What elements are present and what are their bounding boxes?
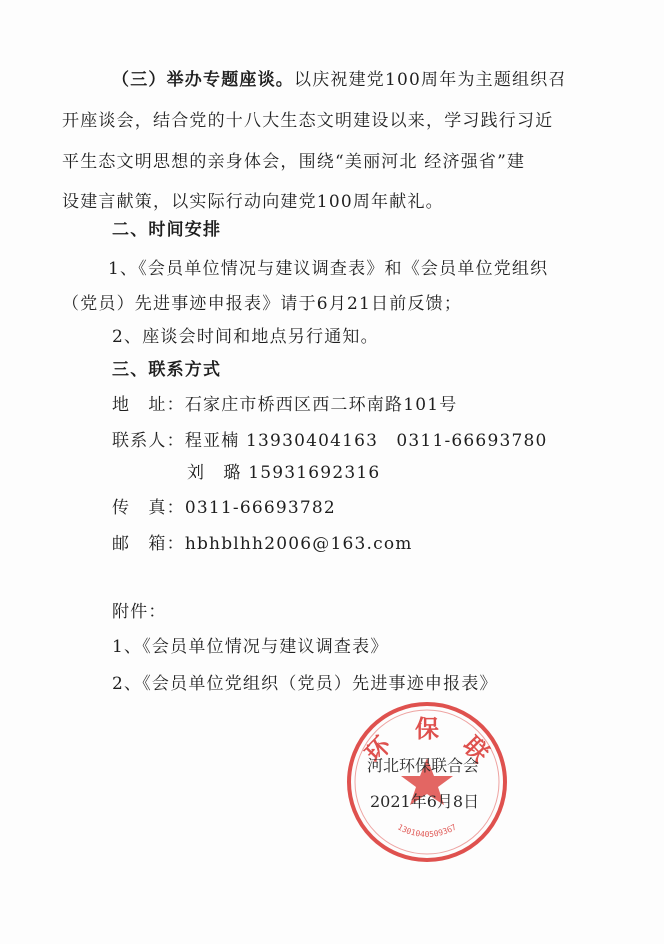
section-three-line2: 开座谈会，结合党的十八大生态文明建设以来，学习践行习近 bbox=[62, 111, 554, 131]
attachment-item2: 2、《会员单位党组织（党员）先进事迹申报表》 bbox=[112, 674, 498, 694]
seal-serial: 1301040509367 bbox=[396, 822, 458, 839]
address-label: 地 址： bbox=[112, 395, 185, 415]
address-value: 石家庄市桥西区西二环南路101号 bbox=[184, 395, 458, 415]
person-label: 联系人： bbox=[112, 431, 185, 451]
attachment-item1: 1、《会员单位情况与建议调查表》 bbox=[112, 637, 389, 657]
section-three-line1 bbox=[112, 69, 567, 91]
email-label: 邮 箱： bbox=[112, 534, 185, 554]
schedule-item1-line1: 1、《会员单位情况与建议调查表》和《会员单位党组织 bbox=[108, 259, 549, 279]
person2-value: 刘 璐 15931692316 bbox=[187, 463, 381, 483]
section-three-line1-rest: 以庆祝建党100周年为主题组织召 bbox=[294, 70, 567, 90]
contact-heading: 三、联系方式 bbox=[112, 360, 222, 380]
contact-address-row bbox=[112, 394, 457, 416]
section-three-line4: 设建言献策，以实际行动向建党100周年献礼。 bbox=[62, 192, 444, 212]
email-value: hbhblhh2006@163.com bbox=[184, 534, 413, 554]
person1-value: 程亚楠 13930404163 0311-66693780 bbox=[184, 431, 548, 451]
schedule-item1-line2: （党员）先进事迹申报表》请于6月21日前反馈； bbox=[62, 294, 463, 314]
attachments-heading: 附件： bbox=[112, 602, 167, 622]
schedule-heading: 二、时间安排 bbox=[112, 220, 222, 240]
section-three-lead: （三）举办专题座谈。 bbox=[112, 70, 294, 90]
official-seal-stamp bbox=[338, 690, 516, 868]
contact-email-row bbox=[112, 533, 413, 555]
fax-label: 传 真： bbox=[112, 498, 185, 518]
contact-person-row bbox=[112, 430, 548, 452]
contact-fax-row bbox=[112, 497, 336, 519]
signature-org: 河北环保联合会 bbox=[367, 756, 480, 775]
schedule-item2: 2、座谈会时间和地点另行通知。 bbox=[112, 327, 379, 347]
section-three-line3: 平生态文明思想的亲身体会，围绕“美丽河北 经济强省”建 bbox=[62, 152, 526, 172]
seal-top-text: 环 保 联 bbox=[359, 714, 495, 768]
fax-value: 0311-66693782 bbox=[184, 498, 336, 518]
signature-date: 2021年6月8日 bbox=[370, 792, 480, 811]
